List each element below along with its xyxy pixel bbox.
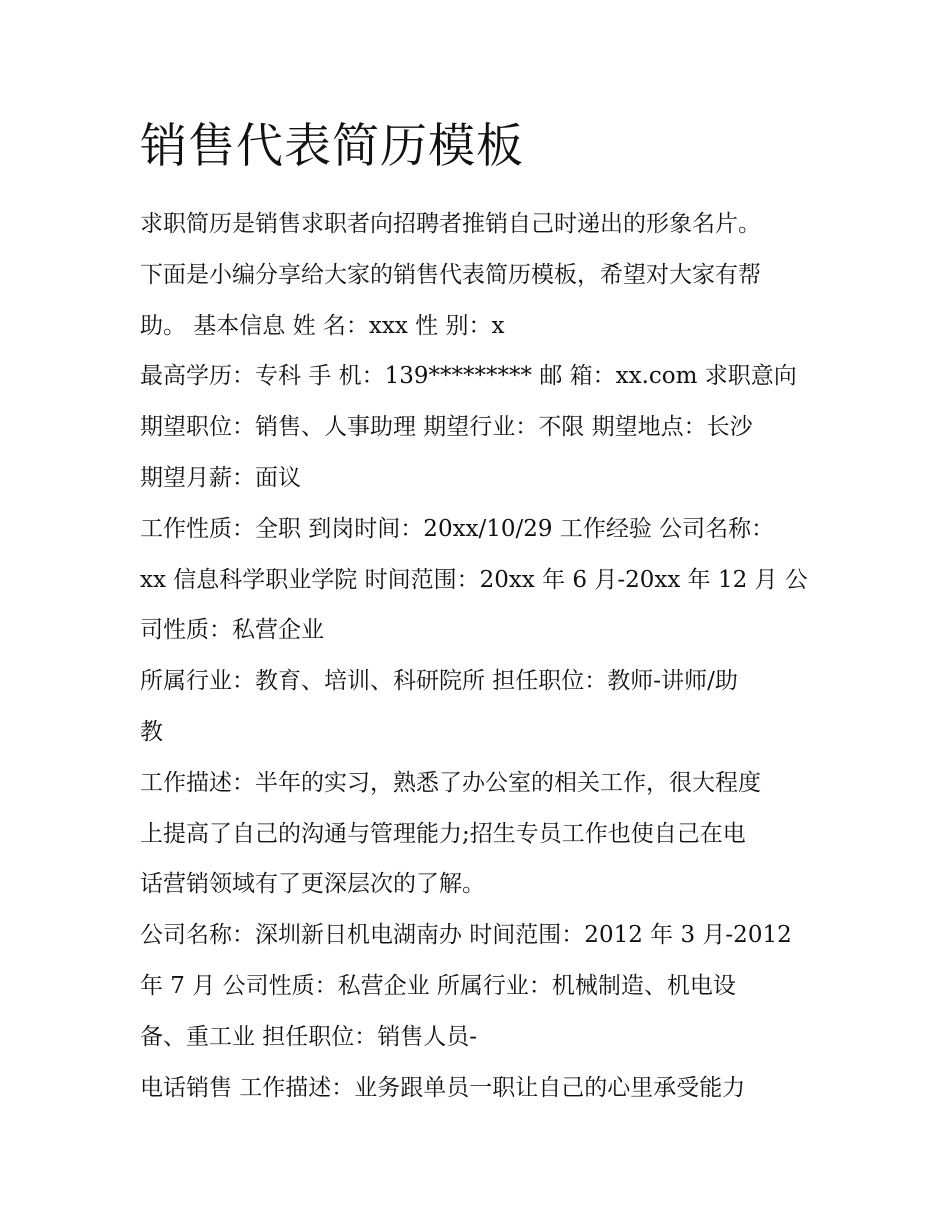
body-line: 教 — [140, 718, 163, 745]
body-line: 备、重工业 担任职位：销售人员- — [140, 1023, 478, 1050]
body-line: 工作描述：半年的实习，熟悉了办公室的相关工作，很大程度 — [140, 769, 761, 796]
body-line: 话营销领域有了更深层次的了解。 — [140, 871, 485, 898]
body-line: 所属行业：教育、培训、科研院所 担任职位：教师-讲师/助 — [140, 668, 738, 695]
body-line: 电话销售 工作描述：业务跟单员一职让自己的心里承受能力 — [140, 1074, 746, 1101]
document-body — [140, 199, 830, 1113]
body-line: 期望月薪：面议 — [140, 464, 301, 491]
body-line: xx 信息科学职业学院 时间范围：20xx 年 6 月-20xx 年 12 月 公 — [140, 566, 808, 593]
body-line: 求职简历是销售求职者向招聘者推销自己时递出的形象名片。 — [140, 211, 761, 237]
body-line: 最高学历：专科 手 机：139********* 邮 箱：xx.com 求职意向 — [140, 363, 797, 390]
body-line: 下面是小编分享给大家的销售代表简历模板，希望对大家有帮 — [140, 261, 761, 288]
body-line: 期望职位：销售、人事助理 期望行业：不限 期望地点：长沙 — [140, 414, 753, 441]
body-line: 上提高了自己的沟通与管理能力;招生专员工作也使自己在电 — [140, 820, 746, 847]
body-line: 助。 基本信息 姓 名：xxx 性 别：x — [140, 312, 505, 339]
body-line: 工作性质：全职 到岗时间：20xx/10/29 工作经验 公司名称： — [140, 515, 775, 542]
document-title: 销售代表简历模板 — [140, 119, 524, 174]
body-line: 年 7 月 公司性质：私营企业 所属行业：机械制造、机电设 — [140, 972, 736, 999]
body-line: 公司名称：深圳新日机电湖南办 时间范围：2012 年 3 月-2012 — [140, 922, 792, 949]
body-line: 司性质：私营企业 — [140, 617, 324, 644]
